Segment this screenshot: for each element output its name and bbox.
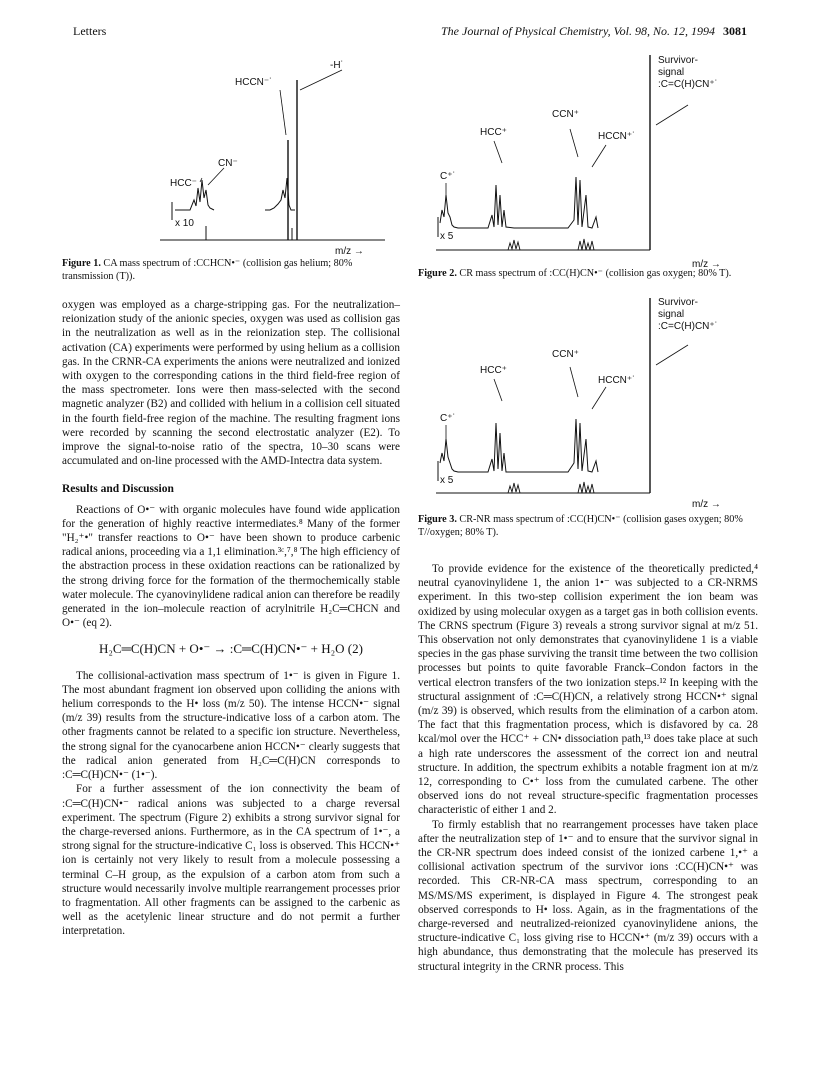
figure-3-caption-label: Figure 3. bbox=[418, 514, 457, 525]
fig1-label-h-loss: -H˙ bbox=[330, 60, 344, 71]
fig3-base-trace bbox=[508, 482, 594, 493]
paragraph-reactions: Reactions of O•⁻ with organic molecules have found wide application for the generation of highly reactive intermediates.⁸ Many of the former "H₂⁺•" transfer reactions to O•⁻ have been shown to produce carbenic radical anions, proceeding via a 1,1 elimination.³ᶜ,⁷,⁸ The high efficiency of the abstraction process in these oxidation reactions can be rationalized by the strong driving force for the formation of the thermochemically stable water molecule. The cyanovinylidene radical anion can therefore be readily generated in the ion–molecule reaction of acrylnitrile H₂C═CHCN and O•⁻ (eq 2). bbox=[62, 503, 400, 630]
figure-3-caption-text: CR-NR mass spectrum of :CC(H)CN•⁻ (collision gases oxygen; 80% T//oxygen; 80% T). bbox=[418, 514, 743, 538]
fig3-label-c: C⁺˙ bbox=[440, 413, 456, 424]
fig2-label-c: C⁺˙ bbox=[440, 171, 456, 182]
fig3-label-hccn: HCCN⁺˙ bbox=[598, 375, 636, 386]
fig3-label-survivor-2: signal bbox=[658, 309, 685, 320]
section-heading-results: Results and Discussion bbox=[62, 483, 174, 496]
fig3-expanded-trace bbox=[440, 419, 598, 472]
fig1-label-x10: x 10 bbox=[175, 218, 194, 229]
fig3-label-survivor-3: :C=C(H)CN⁺˙ bbox=[658, 321, 718, 332]
running-header-section: Letters bbox=[73, 24, 107, 38]
fig3-label-ccn: CCN⁺ bbox=[552, 349, 579, 360]
fig2-label-survivor-3: :C=C(H)CN⁺˙ bbox=[658, 79, 718, 90]
left-text-column bbox=[62, 298, 400, 939]
figure-1-spectrum bbox=[140, 50, 400, 255]
figure-3-spectrum bbox=[418, 293, 758, 513]
paragraph-charge-reversal: For a further assessment of the ion connectivity the beam of :C═C(H)CN•⁻ radical anions was subjected to a charge reversal experiment. The spectrum (Figure 2) exhibits a strong survivor signal for the charge-reversed anions. Furthermore, as in the CA spectrum of 1•⁻, a strong signal for the structure-indicative C₁ loss is observed. This HCCN•⁺ ion is certainly not very likely to result from a molecule possessing a terminal C–H group, as the expulsion of a carbon atom from such a structure would necessarily involve multiple rearrangement processes prior to fragmentation. All other fragments can be assigned to the carbenic as well as the acetylenic linear structure and do not permit a further interpretation. bbox=[62, 783, 400, 938]
figure-2-caption-label: Figure 2. bbox=[418, 268, 457, 279]
fig1-axis-label: m/z → bbox=[335, 246, 364, 255]
paragraph-cr-nrms: To provide evidence for the existence of the theoretically predicted,⁴ neutral cyanovinylidene 1, the anion 1•⁻ was subjected to a CR-NRMS experiment. In this two-step collision experiment the ion beam was oxidized by using molecular oxygen as a target gas in both collision events. The CRNS spectrum (Figure 3) reveals a strong survivor signal at m/z 51. This observation not only demonstrates that cyanovinylidene 1 is a viable species in the gas phase surviving the transit time between the two collision processes but points to quite favorable Franck–Condon factors in the vertical electron transfers of the two ionization steps.¹² In keeping with the structural assignment of :C═C(H)CN, a relatively strong HCCN•⁺ signal (m/z 39) is observed, which results from the elimination of a carbon atom. The fact that this fragmentation process, which is disfavored by ca. 28 kcal/mol over the HCC⁺ + CN• dissociation path,¹³ does take place at such a high rate underscores the assessment of the correct ion and neutral structure. In addition, the spectrum exhibits a notable fragment ion at m/z 12, corresponding to C•⁺ loss from the cumulated carbene. The other observed ions do not reveal structure-specific fragmentation processes characteristic of either 1 and 2. bbox=[418, 563, 758, 817]
figure-2-caption bbox=[418, 268, 758, 281]
page-number: 3081 bbox=[723, 24, 747, 38]
figure-1-caption-label: Figure 1. bbox=[62, 258, 101, 269]
running-header-journal bbox=[441, 24, 747, 39]
paragraph-ca-spectrum: The collisional-activation mass spectrum of 1•⁻ is given in Figure 1. The most abundant fragment ion observed upon colliding the anions with helium corresponds to the H• loss (m/z 50). The intense HCCN•⁻ signal (m/z 39) results from the structure-indicative loss of a carbon atom. The other fragments cannot be related to a specific ion structure. Nevertheless, the strong signal for the cyanocarbene anion HCCN•⁻ clearly suggests that the radical anion generated from H₂C═C(H)CN corresponds to :C═C(H)CN•⁻ (1•⁻). bbox=[62, 669, 400, 782]
fig1-label-cn: CN⁻ bbox=[218, 158, 238, 169]
fig2-base-trace bbox=[508, 239, 594, 250]
fig2-label-survivor-1: Survivor- bbox=[658, 55, 699, 66]
paragraph-methods-continued: oxygen was employed as a charge-stripping gas. For the neutralization–reionization study of the anionic species, oxygen was used as collision gas in the neutralization as well as in the reionization step. The collisional activation (CA) experiments were performed by using helium as a collision gas. In the CRNR-CA experiments the anions were neutralized and ionized with oxygen to the corresponding cations in the third field-free region of the mass spectrometer. Ions were then mass-selected with the second magnetic analyzer (B2) and collided with helium in a collision cell situated in the fourth field-free region of the machine. The resulting fragment ions were recorded by scanning the second electrostatic analyzer (E2). To improve the signal-to-noise ratio of the spectra, 10–30 scans were accumulated and on-line processed with the AMD-Intectra data system. bbox=[62, 299, 400, 468]
fig3-label-x5: x 5 bbox=[440, 475, 454, 486]
figure-1-caption bbox=[62, 258, 400, 283]
fig2-label-x5: x 5 bbox=[440, 231, 454, 242]
fig3-axis-label: m/z → bbox=[692, 499, 721, 510]
fig2-expanded-trace bbox=[440, 177, 598, 228]
fig2-label-ccn: CCN⁺ bbox=[552, 109, 579, 120]
fig1-label-hccn: HCCN⁻˙ bbox=[235, 77, 273, 88]
fig2-label-survivor-2: signal bbox=[658, 67, 685, 78]
equation-2: H₂C═C(H)CN + O•⁻ → :C═C(H)CN•⁻ + H₂O (2) bbox=[99, 641, 363, 657]
fig1-expanded-trace-right bbox=[265, 178, 295, 210]
figure-1-caption-text: CA mass spectrum of :CCHCN•⁻ (collision gas helium; 80% transmission (T)). bbox=[62, 258, 353, 282]
figure-3-caption bbox=[418, 514, 758, 539]
journal-citation: The Journal of Physical Chemistry, Vol. 98, No. 12, 1994 bbox=[441, 24, 715, 38]
fig1-label-hcc: HCC⁻ bbox=[170, 178, 197, 189]
fig3-label-hcc: HCC⁺ bbox=[480, 365, 507, 376]
right-text-column bbox=[418, 562, 758, 974]
figure-2-caption-text: CR mass spectrum of :CC(H)CN•⁻ (collision gas oxygen; 80% T). bbox=[459, 268, 732, 279]
fig3-label-survivor-1: Survivor- bbox=[658, 297, 699, 308]
fig2-label-hccn: HCCN⁺˙ bbox=[598, 131, 636, 142]
fig2-label-hcc: HCC⁺ bbox=[480, 127, 507, 138]
fig2-axis-label: m/z → bbox=[692, 259, 721, 270]
paragraph-cr-nr-ca: To firmly establish that no rearrangement processes have taken place after the neutralization step of 1•⁻ and to ensure that the survivor signal in the CR-NR spectrum does indeed consist of the ionized carbene 1,•⁺ a collisional activation spectrum of the survivor ions :CC(H)CN•⁺ was recorded. This CR-NR-CA mass spectrum, corresponding to an MS/MS/MS experiment, is displayed in Figure 4. The strongest peak observed corresponds to H• loss. Again, as in the fragmentations of the charge-reversed and neutralized-reionized cyanovinylidene anions, the structure-indicative C₁ loss giving rise to HCCN•⁺ (m/z 39) occurs with a high abundance, thus demonstrating that the molecule has preserved its structural integrity in the CRNR process. This bbox=[418, 818, 758, 973]
figure-2-spectrum bbox=[418, 45, 758, 275]
